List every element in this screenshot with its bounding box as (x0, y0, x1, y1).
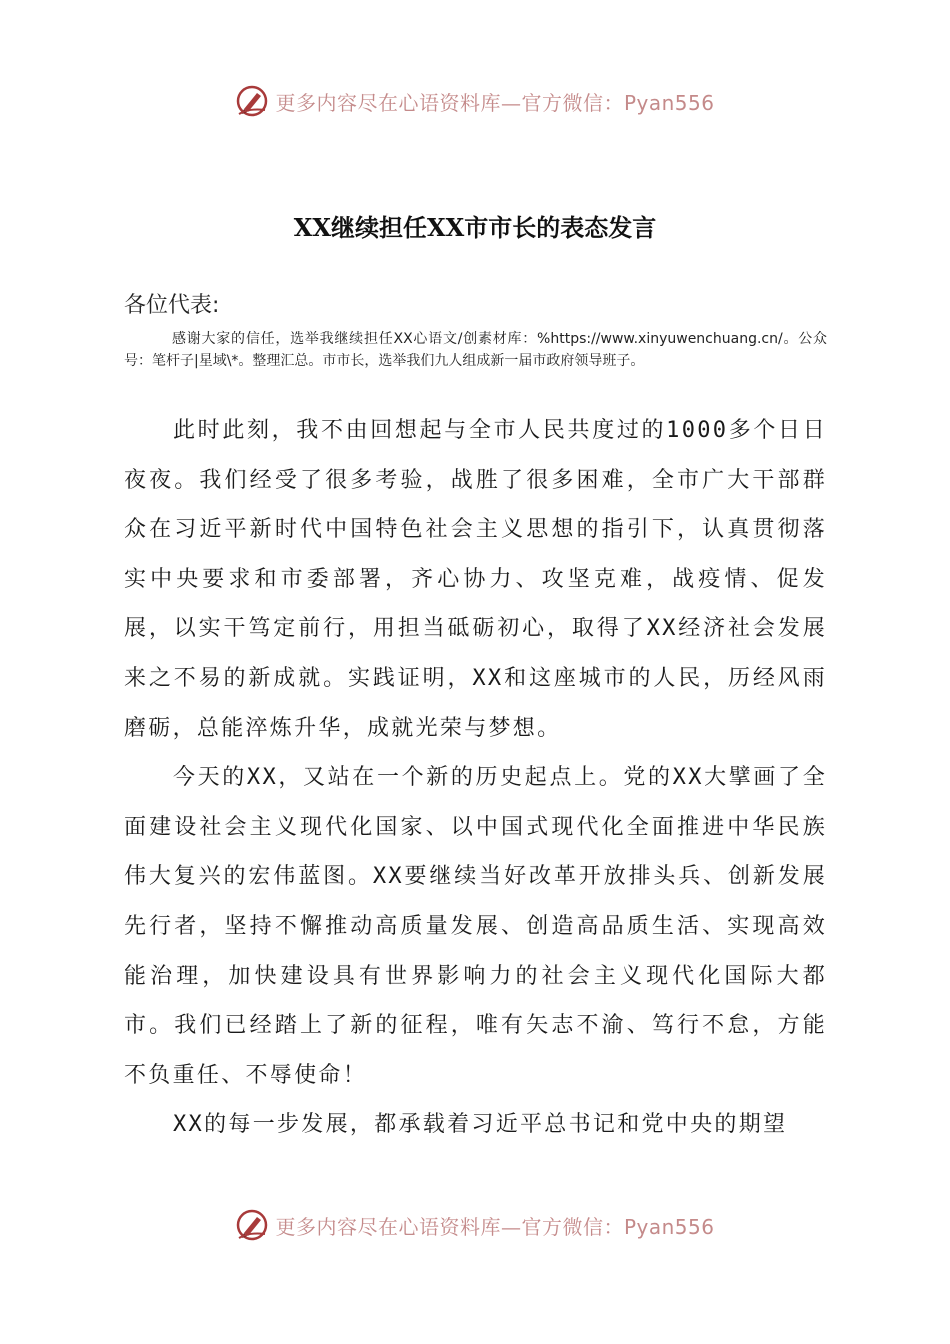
header-banner-text (275, 87, 714, 116)
header-banner (0, 84, 950, 118)
body-paragraph-1: 此时此刻，我不由回想起与全市人民共度过的1000多个日日夜夜。我们经受了很多考验，战胜了很多困难，全市广大干部群众在习近平新时代中国特色社会主义思想的指引下，认真贯彻落实中央要求和市委部署，齐心协力、攻坚克难，战疫情、促发展，以实干笃定前行，用担当砥砺初心，取得了XX经济社会发展来之不易的新成就。实践证明，XX和这座城市的人民，历经风雨磨砺，总能淬炼升华，成就光荣与梦想。 (124, 418, 827, 741)
header-wechat-text: 官方微信：Pyan556 (521, 90, 715, 115)
footer-banner (0, 1208, 950, 1242)
body-paragraph-2: 今天的XX，又站在一个新的历史起点上。党的XX大擘画了全面建设社会主义现代化国家、以中国式现代化全面推进中华民族伟大复兴的宏伟蓝图。XX要继续当好改革开放排头兵、创新发展先行者，坚持不懈推动高质量发展、创造高品质生活、实现高效能治理，加快建设具有世界影响力的社会主义现代化国际大都市。我们已经踏上了新的征程，唯有矢志不渝、笃行不怠，方能不负重任、不辱使命！ (124, 765, 827, 1088)
pen-logo-icon (235, 1208, 269, 1242)
footer-site-text: 更多内容尽在心语资料库 (275, 1214, 501, 1239)
salutation: 各位代表: (124, 293, 220, 318)
intro-paragraph: 感谢大家的信任，选举我继续担任XX心语文/创素材库：%https://www.xinyuwenchuang.cn/。公众号：笔杆子|星域\*。整理汇总。市市长，选举我们九人组成新一届市政府领导班子。 (124, 331, 827, 369)
body-text (124, 406, 827, 1150)
document-title: XX继续担任XX市市长的表态发言 (293, 213, 657, 242)
pen-logo-icon (235, 84, 269, 118)
body-paragraph-3: XX的每一步发展，都承载着习近平总书记和党中央的期望 (173, 1112, 788, 1138)
header-separator: — (500, 90, 522, 115)
footer-separator: — (500, 1214, 522, 1239)
footer-banner-text (275, 1211, 714, 1240)
header-site-text: 更多内容尽在心语资料库 (275, 90, 501, 115)
footer-wechat-text: 官方微信：Pyan556 (521, 1214, 715, 1239)
